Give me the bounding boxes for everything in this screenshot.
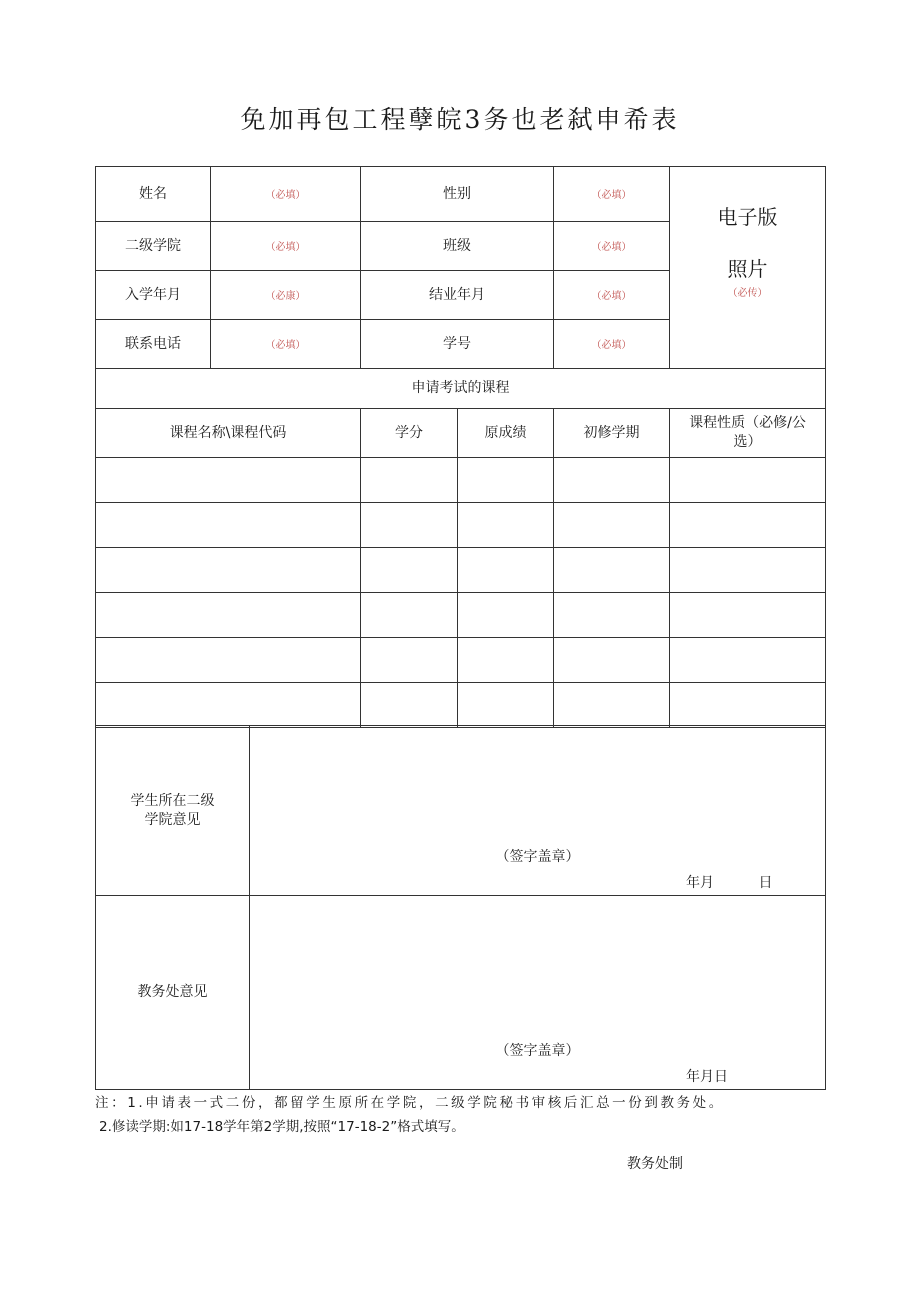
photo-label-line1: 电子版 <box>717 205 778 229</box>
required-mark: （必康） <box>265 290 306 302</box>
course-header-first-term: 初修学期 <box>554 409 670 458</box>
course-term-cell[interactable] <box>554 458 670 503</box>
office-opinion-date: 年月日 <box>686 1069 728 1085</box>
course-type-cell[interactable] <box>670 593 826 638</box>
course-type-cell[interactable] <box>670 458 826 503</box>
course-name-cell[interactable] <box>96 683 361 728</box>
graduate-date-field[interactable] <box>554 271 670 320</box>
course-score-cell[interactable] <box>458 458 554 503</box>
course-row <box>96 683 826 728</box>
required-mark: （必填） <box>591 241 632 253</box>
gender-label: 性别 <box>361 167 554 222</box>
course-name-cell[interactable] <box>96 458 361 503</box>
course-score-cell[interactable] <box>458 638 554 683</box>
course-row <box>96 593 826 638</box>
course-row <box>96 548 826 593</box>
course-row <box>96 503 826 548</box>
course-credit-cell[interactable] <box>361 458 458 503</box>
required-mark: （必填） <box>591 290 632 302</box>
course-name-cell[interactable] <box>96 638 361 683</box>
student-id-field[interactable] <box>554 320 670 369</box>
course-term-cell[interactable] <box>554 548 670 593</box>
course-name-cell[interactable] <box>96 503 361 548</box>
photo-required-mark: （必传） <box>727 288 768 299</box>
required-mark: （必填） <box>591 339 632 351</box>
course-term-cell[interactable] <box>554 683 670 728</box>
office-opinion-box[interactable] <box>250 896 826 1090</box>
note-line-1: 注：1.申请表一式二份，都留学生原所在学院，二级学院秘书审核后汇总一份到教务处。 <box>95 1095 725 1111</box>
issuer-footer: 教务处制 <box>627 1156 683 1172</box>
course-score-cell[interactable] <box>458 548 554 593</box>
course-header-credit: 学分 <box>361 409 458 458</box>
photo-box[interactable] <box>670 167 826 369</box>
name-label: 姓名 <box>96 167 211 222</box>
note-line-2: 2.修读学期:如17-18学年第2学期,按照“17-18-2”格式填写。 <box>99 1119 465 1135</box>
course-row <box>96 458 826 503</box>
office-opinion-label: 教务处意见 <box>96 896 250 1090</box>
college-opinion-label <box>96 726 250 896</box>
course-type-cell[interactable] <box>670 548 826 593</box>
course-type-cell[interactable] <box>670 638 826 683</box>
gender-field[interactable] <box>554 167 670 222</box>
college-opinion-sign: （签字盖章） <box>495 849 580 865</box>
course-credit-cell[interactable] <box>361 593 458 638</box>
course-credit-cell[interactable] <box>361 638 458 683</box>
phone-field[interactable] <box>211 320 361 369</box>
course-name-cell[interactable] <box>96 593 361 638</box>
class-label: 班级 <box>361 222 554 271</box>
college-opinion-date: 年月 日 <box>686 875 773 891</box>
photo-label-line2: 照片 <box>727 257 768 281</box>
course-section-title: 申请考试的课程 <box>96 369 826 409</box>
graduate-date-label: 结业年月 <box>361 271 554 320</box>
course-header-name: 课程名称\课程代码 <box>96 409 361 458</box>
college-label: 二级学院 <box>96 222 211 271</box>
office-opinion-sign: （签字盖章） <box>495 1043 580 1059</box>
required-mark: （必填） <box>265 189 306 201</box>
course-term-cell[interactable] <box>554 593 670 638</box>
course-credit-cell[interactable] <box>361 683 458 728</box>
enroll-date-field[interactable] <box>211 271 361 320</box>
course-row <box>96 638 826 683</box>
course-header-original-score: 原成绩 <box>458 409 554 458</box>
college-opinion-box[interactable] <box>250 726 826 896</box>
form-title: 免加再包工程孽皖3务也老弑申希表 <box>240 105 680 134</box>
course-score-cell[interactable] <box>458 683 554 728</box>
college-opinion-label-line2: 学院意见 <box>144 811 201 828</box>
course-credit-cell[interactable] <box>361 548 458 593</box>
course-header-type: 课程性质（必修/公选） <box>670 409 826 458</box>
course-score-cell[interactable] <box>458 593 554 638</box>
required-mark: （必填） <box>265 339 306 351</box>
name-field[interactable] <box>211 167 361 222</box>
required-mark: （必填） <box>591 189 632 201</box>
required-mark: （必填） <box>265 241 306 253</box>
opinion-table <box>95 725 826 1090</box>
phone-label: 联系电话 <box>96 320 211 369</box>
notes <box>95 1091 835 1139</box>
course-term-cell[interactable] <box>554 638 670 683</box>
class-field[interactable] <box>554 222 670 271</box>
course-score-cell[interactable] <box>458 503 554 548</box>
college-opinion-label-line1: 学生所在二级 <box>130 792 215 809</box>
course-term-cell[interactable] <box>554 503 670 548</box>
college-field[interactable] <box>211 222 361 271</box>
course-type-cell[interactable] <box>670 503 826 548</box>
course-credit-cell[interactable] <box>361 503 458 548</box>
course-name-cell[interactable] <box>96 548 361 593</box>
student-id-label: 学号 <box>361 320 554 369</box>
enroll-date-label: 入学年月 <box>96 271 211 320</box>
course-type-cell[interactable] <box>670 683 826 728</box>
application-form-table <box>95 166 826 728</box>
